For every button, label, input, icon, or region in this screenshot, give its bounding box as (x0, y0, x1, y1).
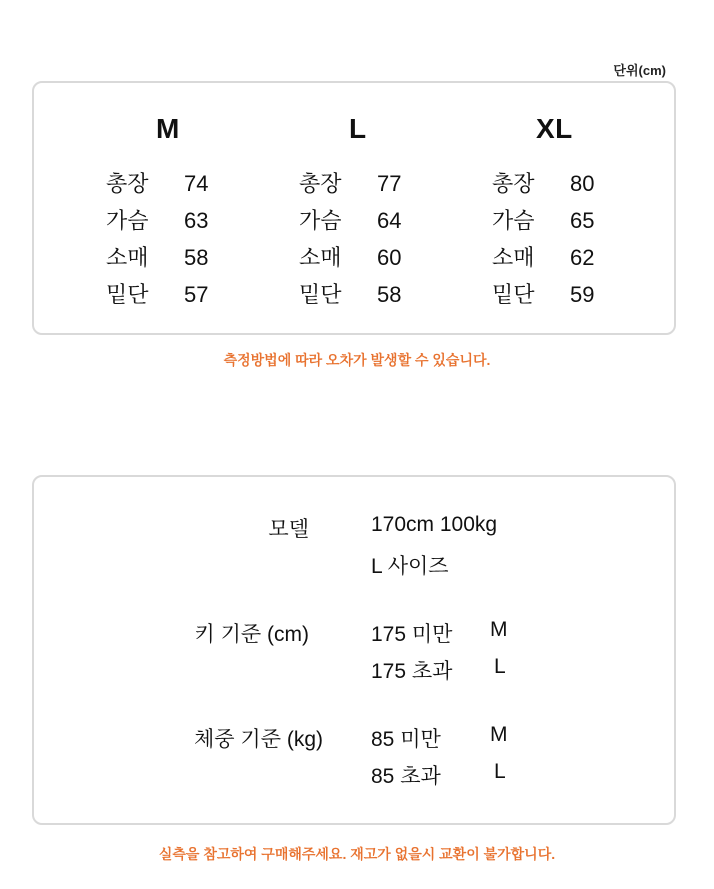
measure-label: 가슴 (106, 208, 149, 233)
measurement-notice: 측정방법에 따라 오차가 발생할 수 있습니다. (223, 352, 491, 368)
measure-value: 62 (570, 245, 595, 270)
size-title: XL (536, 113, 573, 144)
weight-range: 85 초과 (371, 765, 441, 788)
weight-guide-label: 체중 기준 (kg) (194, 728, 323, 751)
size-title: L (349, 113, 367, 144)
measure-value: 63 (184, 208, 209, 233)
measure-value: 58 (184, 245, 209, 270)
model-size: L 사이즈 (371, 555, 449, 578)
measure-label: 총장 (299, 171, 342, 196)
size-title: M (156, 113, 180, 144)
measure-value: 60 (377, 245, 402, 270)
model-info-box (32, 475, 676, 825)
measure-label: 총장 (106, 171, 149, 196)
height-size: L (494, 655, 506, 678)
measure-label: 밑단 (106, 282, 149, 307)
weight-size: L (494, 760, 506, 783)
size-chart-box (32, 81, 676, 335)
measure-value: 65 (570, 208, 595, 233)
height-guide-label: 키 기준 (cm) (194, 623, 309, 646)
height-size: M (490, 618, 508, 641)
measure-label: 소매 (299, 245, 342, 270)
measure-label: 밑단 (299, 282, 342, 307)
measure-value: 57 (184, 282, 209, 307)
unit-label: 단위(cm) (613, 63, 666, 78)
measure-label: 총장 (492, 171, 535, 196)
measure-value: 59 (570, 282, 595, 307)
height-range: 175 초과 (371, 660, 453, 683)
weight-range: 85 미만 (371, 728, 441, 751)
measure-value: 58 (377, 282, 402, 307)
measure-value: 64 (377, 208, 402, 233)
weight-size: M (490, 723, 508, 746)
model-measurements: 170cm 100kg (371, 513, 498, 536)
height-range: 175 미만 (371, 623, 453, 646)
measure-label: 가슴 (299, 208, 342, 233)
measure-value: 74 (184, 171, 209, 196)
measure-value: 80 (570, 171, 595, 196)
measure-label: 소매 (492, 245, 535, 270)
measure-label: 밑단 (492, 282, 535, 307)
measure-value: 77 (377, 171, 402, 196)
model-label: 모델 (268, 518, 309, 541)
measure-label: 소매 (106, 245, 149, 270)
measure-label: 가슴 (492, 208, 535, 233)
purchase-notice: 실측을 참고하여 구매해주세요. 재고가 없을시 교환이 불가합니다. (158, 846, 556, 862)
